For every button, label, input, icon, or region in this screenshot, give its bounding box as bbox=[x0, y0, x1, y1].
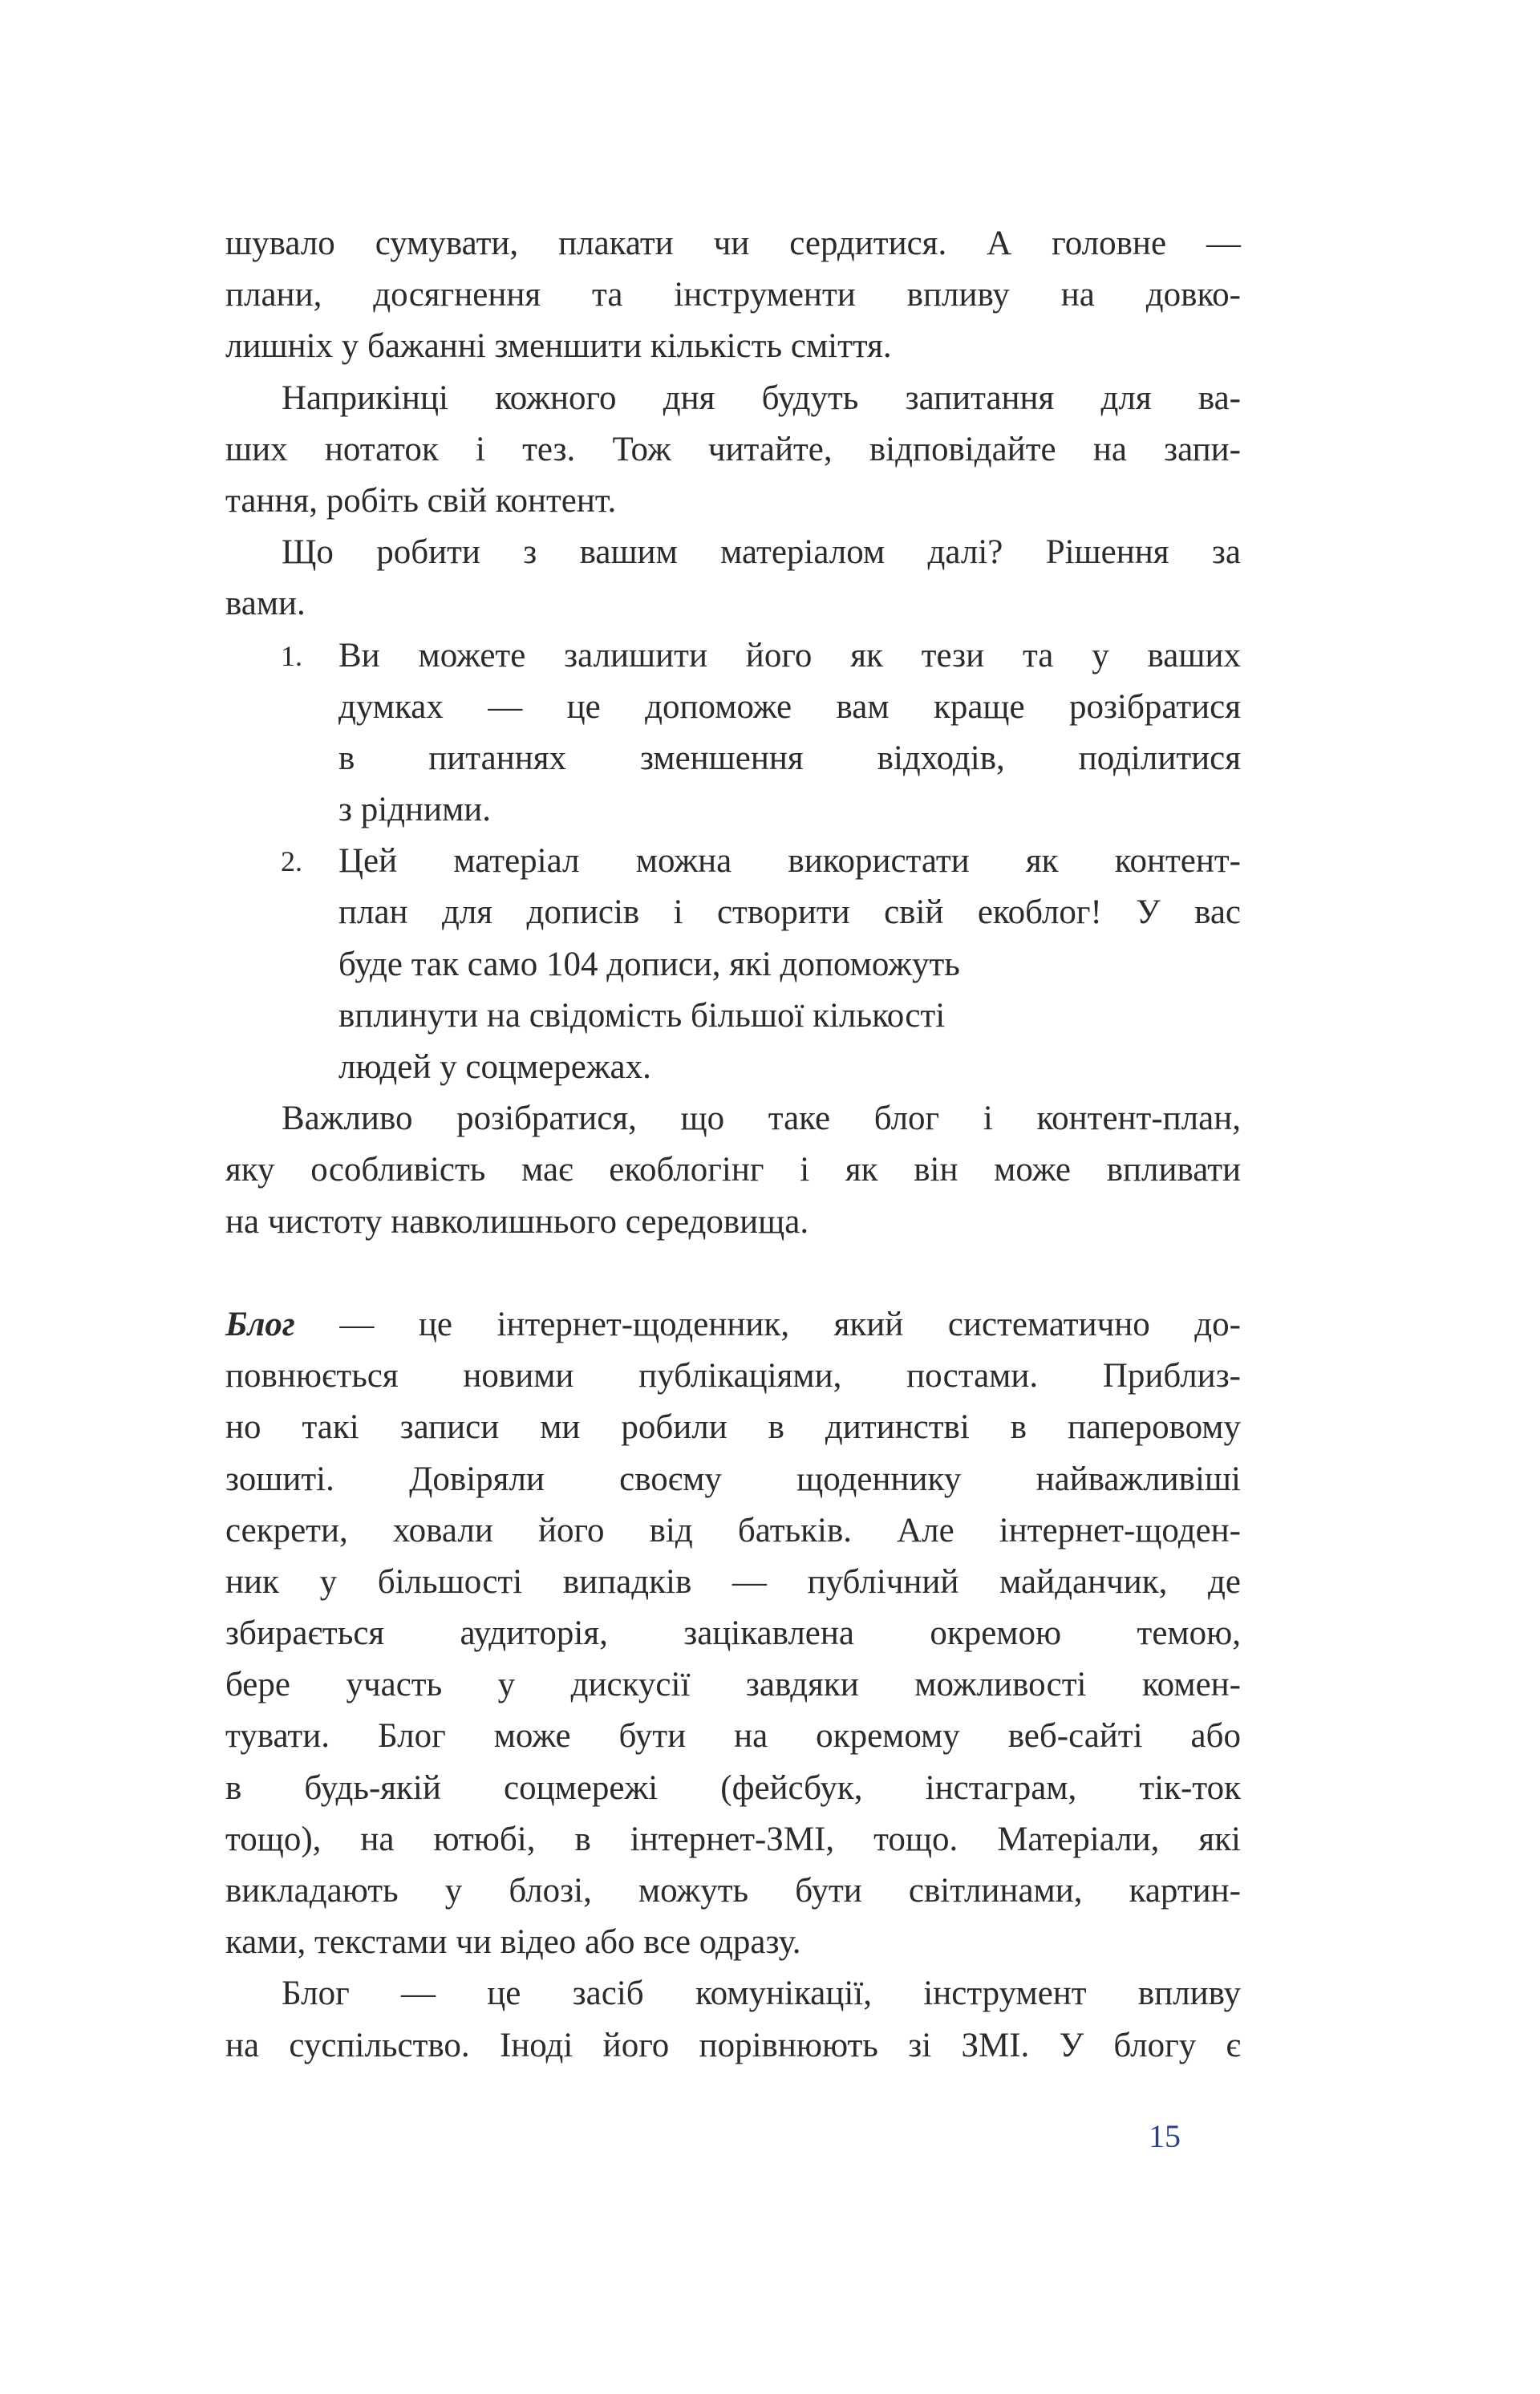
list-item-2 bbox=[225, 836, 1241, 1093]
list-number: 2. bbox=[281, 845, 302, 878]
text-line: повнюється новими публікаціями, постами. Приблиз- bbox=[225, 1357, 1241, 1395]
text-line: людей у соцмережах. bbox=[338, 1048, 651, 1086]
page-number: 15 bbox=[1149, 2118, 1181, 2154]
text-line: Наприкінці кожного дня будуть запитання для ва- bbox=[282, 379, 1241, 417]
text-line: зошиті. Довіряли своєму щоденнику найважливіші bbox=[225, 1460, 1241, 1498]
final-paragraph bbox=[225, 1968, 1241, 2071]
text-line: Блог — це засіб комунікації, інструмент впливу bbox=[282, 1975, 1241, 2013]
defined-term: Блог bbox=[225, 1305, 295, 1343]
text-line: на суспільство. Іноді його порівнюють зі ЗМІ. У блогу є bbox=[225, 2026, 1241, 2064]
text-line: план для дописів і створити свій екоблог! У вас bbox=[338, 893, 1241, 932]
text-line: Що робити з вашим матеріалом далі? Рішення за bbox=[282, 533, 1241, 572]
paragraph-3 bbox=[225, 527, 1241, 630]
text-line: Ви можете залишити його як тези та у ваших bbox=[338, 636, 1241, 674]
text-line bbox=[225, 1299, 1241, 1351]
text-line: яку особливість має екоблогінг і як він може впливати bbox=[225, 1151, 1241, 1189]
text-line: тощо), на ютюбі, в інтернет-ЗМІ, тощо. Матеріали, які bbox=[225, 1820, 1241, 1858]
text-line: ших нотаток і тез. Тож читайте, відповідайте на запи- bbox=[225, 430, 1241, 468]
text-line: думках — це допоможе вам краще розібратися bbox=[338, 687, 1241, 726]
paragraph-after-list bbox=[225, 1093, 1241, 1248]
text-line: вплинути на свідомість більшої кількості bbox=[338, 996, 946, 1035]
text-line: ками, текстами чи відео або все одразу. bbox=[225, 1923, 801, 1962]
text-line: в будь-якій соцмережі (фейсбук, інстаграм, тік-ток bbox=[225, 1768, 1241, 1807]
text-line: збирається аудиторія, зацікавлена окремою темою, bbox=[225, 1614, 1241, 1653]
list-item-1 bbox=[225, 630, 1241, 836]
text-line: ник у більшості випадків — публічний майданчик, де bbox=[225, 1562, 1241, 1601]
paragraph-2 bbox=[225, 373, 1241, 528]
text-line: на чистоту навколишнього середовища. bbox=[225, 1202, 809, 1241]
text-line: буде так само 104 дописи, які допоможуть bbox=[338, 945, 960, 983]
text-line: тання, робіть свій контент. bbox=[225, 481, 617, 520]
text-line: но такі записи ми робили в дитинстві в паперовому bbox=[225, 1408, 1241, 1447]
text-line: лишніх у бажанні зменшити кількість сміття. bbox=[225, 327, 892, 366]
text-line: вами. bbox=[225, 585, 306, 623]
text-line: тувати. Блог може бути на окремому веб-сайті або bbox=[225, 1717, 1241, 1756]
list-number: 1. bbox=[281, 639, 302, 672]
text-line: Важливо розібратися, що таке блог і контент-план, bbox=[282, 1100, 1241, 1138]
definition-paragraph bbox=[225, 1299, 1241, 1968]
text-line: з рідними. bbox=[338, 791, 492, 829]
text-line: секрети, ховали його від батьків. Але інтернет-щоден- bbox=[225, 1511, 1241, 1549]
text-line: шувало сумувати, плакати чи сердитися. А головне — bbox=[225, 225, 1241, 262]
text-run: — це інтернет-щоденник, який систематично до- bbox=[294, 1305, 1241, 1343]
text-line: викладають у блозі, можуть бути світлинами, картин- bbox=[225, 1872, 1241, 1910]
text-line: бере участь у дискусії завдяки можливості комен- bbox=[225, 1666, 1241, 1704]
page-body-text bbox=[225, 218, 1241, 2072]
blank-line bbox=[225, 1248, 1241, 1299]
text-line: в питаннях зменшення відходів, поділитися bbox=[338, 739, 1241, 777]
paragraph-1 bbox=[225, 218, 1241, 373]
text-line: плани, досягнення та інструменти впливу на довко- bbox=[225, 276, 1241, 314]
text-line: Цей матеріал можна використати як контент- bbox=[338, 842, 1241, 881]
